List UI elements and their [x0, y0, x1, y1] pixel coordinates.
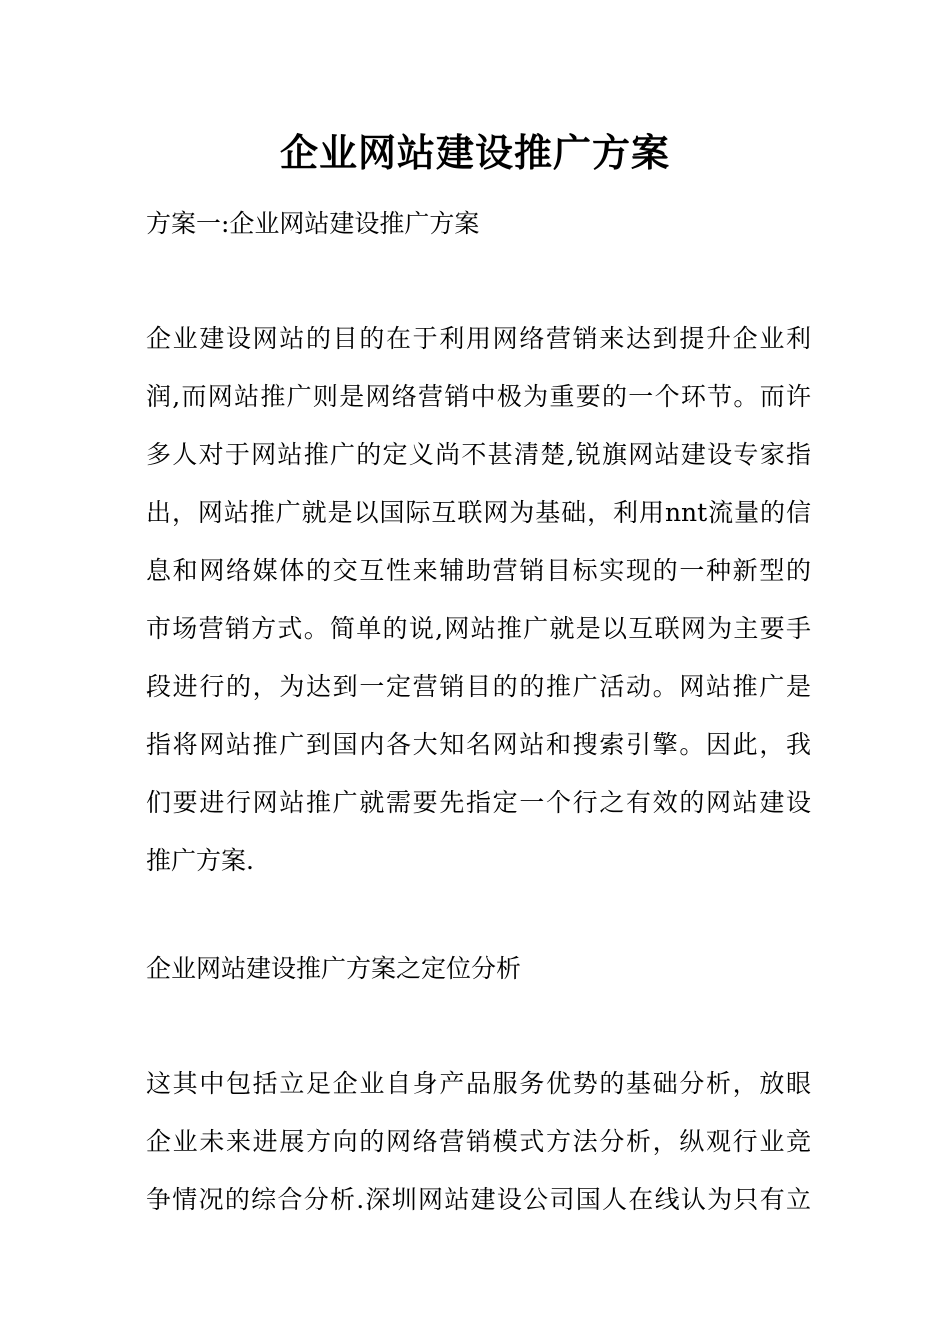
- paragraph-line: 市场营销方式。简单的说,网站推广就是以互联网为主要手: [146, 614, 811, 643]
- paragraph-line: 推广方案.: [146, 846, 254, 875]
- paragraph-line: 润,而网站推广则是网络营销中极为重要的一个环节。而许: [146, 382, 811, 411]
- paragraph-positioning: [146, 1055, 811, 1229]
- paragraph-line: 指将网站推广到国内各大知名网站和搜索引擎。因此，我: [146, 730, 811, 759]
- paragraph-line: 这其中包括立足企业自身产品服务优势的基础分析，放眼: [146, 1069, 811, 1098]
- paragraph-line: 们要进行网站推广就需要先指定一个行之有效的网站建设: [146, 788, 811, 817]
- paragraph-line: 企业未来进展方向的网络营销模式方法分析，纵观行业竞: [146, 1127, 811, 1156]
- subtitle-block: [146, 195, 811, 253]
- paragraph-line: 企业建设网站的目的在于利用网络营销来达到提升企业利: [146, 324, 811, 353]
- paragraph-line: 段进行的，为达到一定营销目的的推广活动。网站推广是: [146, 672, 811, 701]
- document-title: 企业网站建设推广方案: [279, 130, 670, 175]
- paragraph-line: 争情况的综合分析.深圳网站建设公司国人在线认为只有立: [146, 1185, 811, 1214]
- document-subtitle: 方案一:企业网站建设推广方案: [146, 209, 480, 238]
- paragraph-line: 多人对于网站推广的定义尚不甚清楚,锐旗网站建设专家指: [146, 440, 811, 469]
- section-heading: 企业网站建设推广方案之定位分析: [146, 954, 522, 983]
- paragraph-line: 出，网站推广就是以国际互联网为基础，利用nnt流量的信: [146, 498, 811, 527]
- section-heading-block: [146, 940, 811, 998]
- paragraph-line: 息和网络媒体的交互性来辅助营销目标实现的一种新型的: [146, 556, 811, 585]
- paragraph-intro: [146, 310, 811, 890]
